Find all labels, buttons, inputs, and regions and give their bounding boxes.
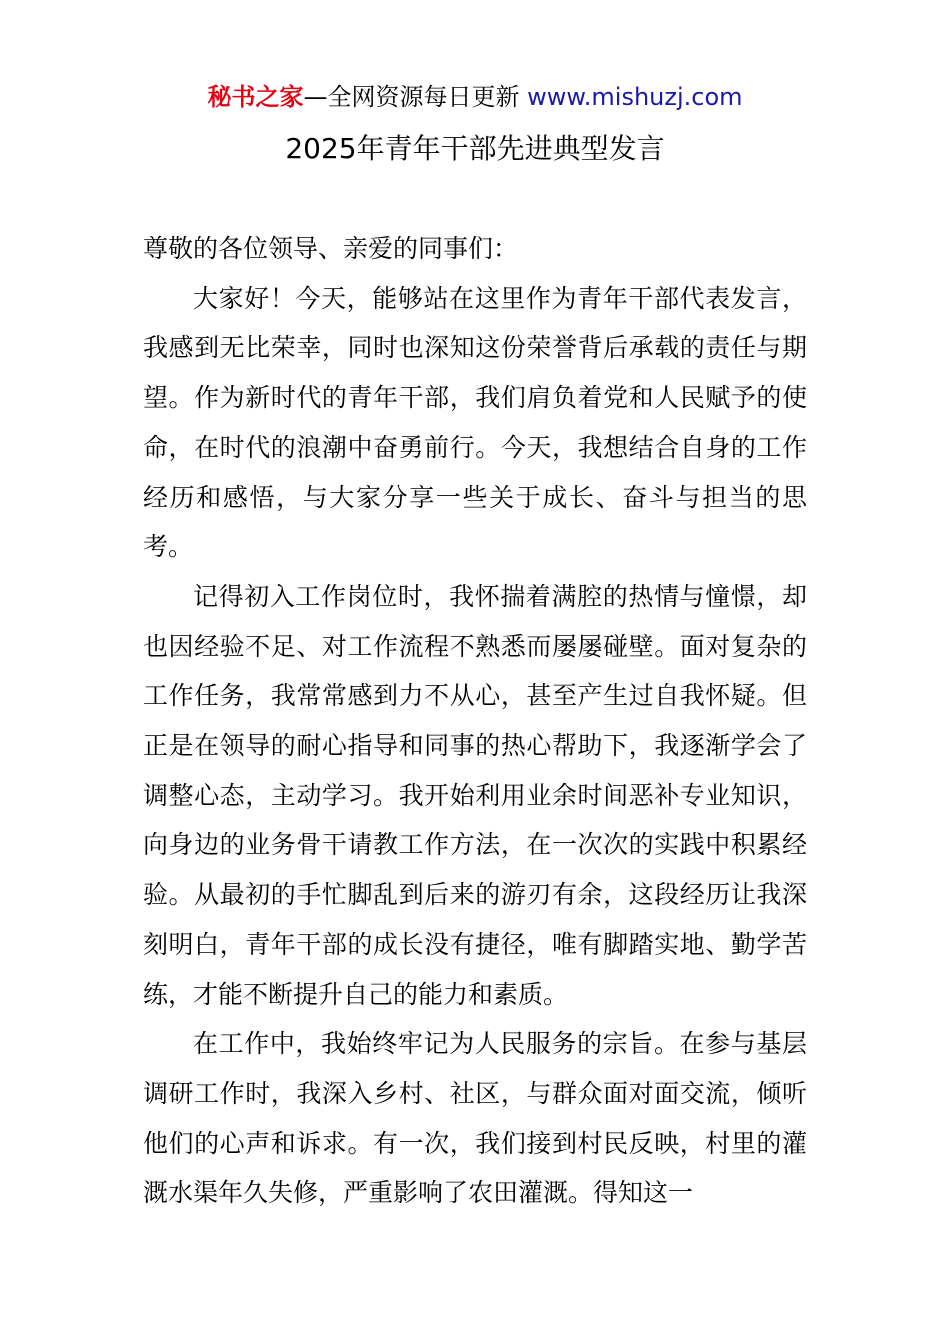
header-tagline: —全网资源每日更新 xyxy=(303,83,528,111)
paragraph: 在工作中，我始终牢记为人民服务的宗旨。在参与基层调研工作时，我深入乡村、社区，与群众面对面交流，倾听他们的心声和诉求。有一次，我们接到村民反映，村里的灌溉水渠年久失修，严重影响了农田灌溉。得知这一 xyxy=(143,1029,807,1208)
paragraph: 大家好！今天，能够站在这里作为青年干部代表发言，我感到无比荣幸，同时也深知这份荣誉背后承载的责任与期望。作为新时代的青年干部，我们肩负着党和人民赋予的使命，在时代的浪潮中奋勇前行。今天，我想结合自身的工作经历和感悟，与大家分享一些关于成长、奋斗与担当的思考。 xyxy=(143,283,807,562)
site-url-link[interactable]: www.mishuzj.com xyxy=(527,83,743,111)
site-header xyxy=(0,80,950,114)
document-title: 2025年青年干部先进典型发言 xyxy=(285,132,665,165)
paragraph: 记得初入工作岗位时，我怀揣着满腔的热情与憧憬，却也因经验不足、对工作流程不熟悉而屡屡碰壁。面对复杂的工作任务，我常常感到力不从心，甚至产生过自我怀疑。但正是在领导的耐心指导和同事的热心帮助下，我逐渐学会了调整心态，主动学习。我开始利用业余时间恶补专业知识，向身边的业务骨干请教工作方法，在一次次的实践中积累经验。从最初的手忙脚乱到后来的游刃有余，这段经历让我深刻明白，青年干部的成长没有捷径，唯有脚踏实地、勤学苦练，才能不断提升自己的能力和素质。 xyxy=(143,581,807,1009)
brand-name: 秘书之家 xyxy=(207,83,304,111)
document-body xyxy=(143,224,807,1218)
salutation: 尊敬的各位领导、亲爱的同事们： xyxy=(143,234,519,263)
